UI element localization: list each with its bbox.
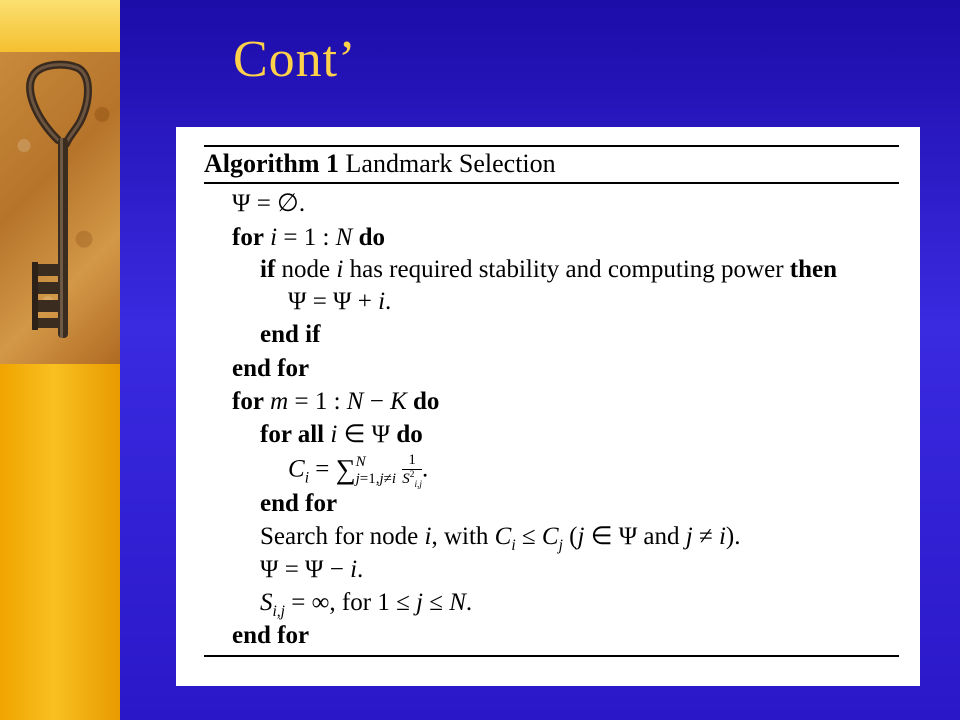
algo-line-2: for i = 1 : N do xyxy=(232,224,386,251)
algo-line-6: end for xyxy=(232,355,310,382)
algo-line-11: Search for node i, with $C_i \le C_j$ (j ∈ Ψ and j ≠ i). xyxy=(260,523,741,554)
stripe-highlight xyxy=(0,0,120,52)
algo-line-8: for all i ∈ Ψ do xyxy=(260,421,423,448)
algo-line-9: $C_i$ = ∑ N j=1,j≠i $\frac{1}{S^2_{i,j}}$ . xyxy=(288,452,429,490)
algo-line-1: Ψ = ∅. xyxy=(232,190,306,217)
top-rule xyxy=(204,145,899,147)
heading-rule xyxy=(204,182,899,184)
algo-line-3: if node i has required stability and computing power then xyxy=(260,256,838,283)
key-photo xyxy=(0,52,120,364)
algo-line-14: end for xyxy=(232,622,310,649)
bottom-rule xyxy=(204,655,899,657)
algorithm-heading xyxy=(204,149,556,179)
algo-line-4: Ψ = Ψ + i. xyxy=(288,288,392,315)
algorithm-name: Landmark Selection xyxy=(345,149,556,178)
algo-line-10: end for xyxy=(260,490,338,517)
algo-line-13: $S_{i,j}$ = ∞, for 1 ≤ j ≤ N. xyxy=(260,589,473,620)
algo-line-12: Ψ = Ψ − i. xyxy=(260,556,364,583)
algo-line-7: for m = 1 : N − K do xyxy=(232,388,440,415)
algorithm-label: Algorithm 1 xyxy=(204,149,340,178)
algo-line-5: end if xyxy=(260,321,321,348)
algorithm-figure xyxy=(176,127,920,686)
slide-title: Cont’ xyxy=(233,31,357,88)
key-icon xyxy=(0,52,120,364)
